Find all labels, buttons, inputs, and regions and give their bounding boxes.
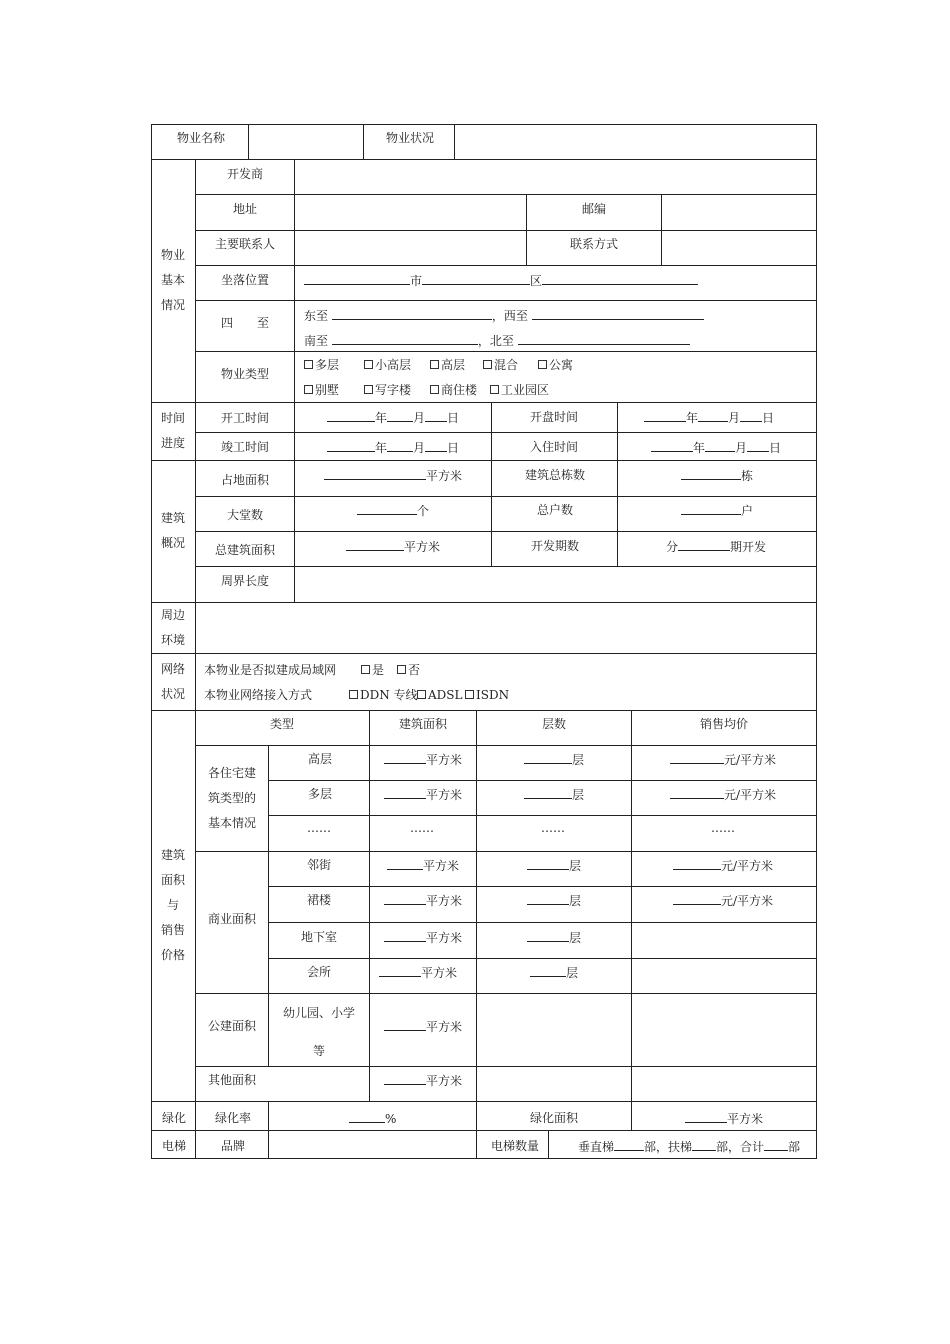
other-label: 其他面积 [208,1073,257,1087]
total-buildings-field[interactable]: 栋 [681,469,753,482]
contact-field[interactable] [295,231,526,265]
high-rise-area[interactable]: 平方米 [384,753,462,766]
move-in-time-label: 入住时间 [530,440,579,454]
checkbox-icon [430,385,439,394]
households-label: 总户数 [537,503,574,517]
row-street: 邻街 [307,858,332,872]
boundary-east-west[interactable]: 东至 ，西至 [304,309,704,322]
type-industrial-park[interactable]: 工业园区 [490,384,549,396]
checkbox-icon [465,690,474,699]
podium-price[interactable]: 元/平方米 [673,894,773,907]
clubhouse-floors[interactable]: 层 [530,966,578,979]
type-high-rise[interactable]: 高层 [430,359,465,371]
property-status-label: 物业状况 [386,131,435,145]
postcode-label: 邮编 [582,202,607,216]
elevator-brand-label: 品牌 [221,1139,246,1153]
boundaries-label: 四 至 [221,316,270,330]
checkbox-icon [430,360,439,369]
row-clubhouse: 会所 [307,965,332,979]
section-greening: 绿化 [162,1111,187,1125]
basement-floors[interactable]: 层 [527,931,581,944]
perimeter-field[interactable] [295,567,816,602]
section-building-overview: 建筑 概况 [160,511,185,550]
greening-area-field[interactable]: 平方米 [685,1112,763,1125]
location-label: 坐落位置 [221,273,270,287]
podium-area[interactable]: 平方米 [384,894,462,907]
checkbox-icon [364,385,373,394]
type-commercial-residential[interactable]: 商住楼 [430,384,477,396]
elevator-count-label: 电梯数量 [491,1139,540,1153]
clubhouse-area[interactable]: 平方米 [379,966,457,979]
street-area[interactable]: 平方米 [387,859,459,872]
phases-field[interactable]: 分 期开发 [666,540,767,554]
checkbox-icon [304,385,313,394]
lan-question: 本物业是否拟建成局域网 [204,663,337,677]
checkbox-icon [538,360,547,369]
multi-storey-price[interactable]: 元/平方米 [670,788,776,801]
contact-method-label: 联系方式 [570,237,619,251]
multi-storey-floors[interactable]: 层 [524,788,584,801]
type-office[interactable]: 写字楼 [364,384,411,396]
lan-yes[interactable]: 是 [361,664,384,676]
developer-field[interactable] [295,160,816,194]
total-buildings-label: 建筑总栋数 [525,468,586,482]
high-rise-price[interactable]: 元/平方米 [670,753,776,766]
public-label: 公建面积 [208,1019,257,1033]
type-villa[interactable]: 别墅 [304,384,339,396]
households-field[interactable]: 户 [681,504,753,517]
total-floor-area-label: 总建筑面积 [215,543,276,557]
greening-rate-field[interactable]: % [349,1112,396,1125]
section-basic-info: 物业 基本 情况 [160,248,185,312]
elevator-brand-field[interactable] [269,1131,476,1158]
type-mid-rise[interactable]: 小高层 [364,359,411,371]
contact-method-field[interactable] [662,231,816,265]
access-adsl[interactable]: ADSL [417,689,462,701]
other-area[interactable]: 平方米 [384,1074,462,1087]
high-rise-floors[interactable]: 层 [524,753,584,766]
completion-time-label: 竣工时间 [221,440,270,454]
postcode-field[interactable] [662,195,816,230]
type-multi-storey[interactable]: 多层 [304,359,339,371]
move-in-date-field[interactable]: 年 月 日 [651,441,781,454]
perimeter-label: 周界长度 [221,574,270,588]
section-schedule: 时间 进度 [160,411,185,450]
checkbox-icon [361,665,370,674]
row-multi-storey: 多层 [308,787,333,801]
land-area-label: 占地面积 [221,473,270,487]
property-status-field[interactable] [455,125,816,159]
boundary-south-north[interactable]: 南至 ，北至 [304,334,690,347]
podium-floors[interactable]: 层 [527,894,581,907]
public-item: 幼儿园、小学 等 [282,1006,355,1058]
lobbies-field[interactable]: 个 [357,504,429,517]
property-name-field[interactable] [249,125,363,159]
street-floors[interactable]: 层 [527,859,581,872]
lobbies-label: 大堂数 [227,508,264,522]
completion-date-field[interactable]: 年 月 日 [327,441,459,454]
basement-area[interactable]: 平方米 [384,931,462,944]
developer-label: 开发商 [227,167,264,181]
col-floors: 层数 [542,717,567,731]
greening-area-label: 绿化面积 [530,1111,579,1125]
environment-field[interactable] [196,603,816,653]
property-name-label: 物业名称 [177,131,226,145]
row-high-rise: 高层 [308,752,333,766]
location-line[interactable]: 市 区 [304,274,698,287]
multi-storey-area[interactable]: 平方米 [384,788,462,801]
checkbox-icon [304,360,313,369]
access-ddn[interactable]: DDN 专线 [349,689,418,701]
checkbox-icon [483,360,492,369]
address-label: 地址 [233,202,258,216]
ellipsis-price: …… [711,821,735,835]
checkbox-icon [397,665,406,674]
checkbox-icon [417,690,426,699]
start-date-field[interactable]: 年 月 日 [327,411,459,424]
access-question: 本物业网络接入方式 [204,688,313,702]
row-ellipsis: …… [307,821,331,835]
property-type-label: 物业类型 [221,367,270,381]
type-mixed[interactable]: 混合 [483,359,518,371]
col-price: 销售均价 [700,717,749,731]
residential-label: 各住宅建 筑类型的 基本情况 [207,766,256,830]
section-environment: 周边 环境 [160,608,185,647]
section-elevator: 电梯 [162,1139,187,1153]
public-area[interactable]: 平方米 [384,1020,462,1033]
start-time-label: 开工时间 [221,411,270,425]
type-apartment[interactable]: 公寓 [538,359,573,371]
phases-label: 开发期数 [531,539,580,553]
ellipsis-floors: …… [541,821,565,835]
total-floor-area-field[interactable]: 平方米 [346,540,440,553]
section-network: 网络 状况 [160,662,185,701]
lan-no[interactable]: 否 [397,664,420,676]
street-price[interactable]: 元/平方米 [673,859,773,872]
checkbox-icon [349,690,358,699]
contact-label: 主要联系人 [215,237,276,251]
row-podium: 裙楼 [307,893,332,907]
col-area: 建筑面积 [399,717,448,731]
access-isdn[interactable]: ISDN [465,689,509,701]
ellipsis-area: …… [410,821,434,835]
address-field[interactable] [295,195,526,230]
opening-time-label: 开盘时间 [530,410,579,424]
checkbox-icon [490,385,499,394]
section-sales: 建筑 面积 与 销售 价格 [160,848,185,962]
land-area-field[interactable]: 平方米 [324,469,462,482]
checkbox-icon [364,360,373,369]
opening-date-field[interactable]: 年 月 日 [644,411,774,424]
commercial-label: 商业面积 [208,912,257,926]
elevator-count-field[interactable]: 垂直梯 部，扶梯 部，合计 部 [578,1140,801,1154]
row-basement: 地下室 [301,930,338,944]
col-type: 类型 [270,717,295,731]
greening-rate-label: 绿化率 [215,1111,252,1125]
